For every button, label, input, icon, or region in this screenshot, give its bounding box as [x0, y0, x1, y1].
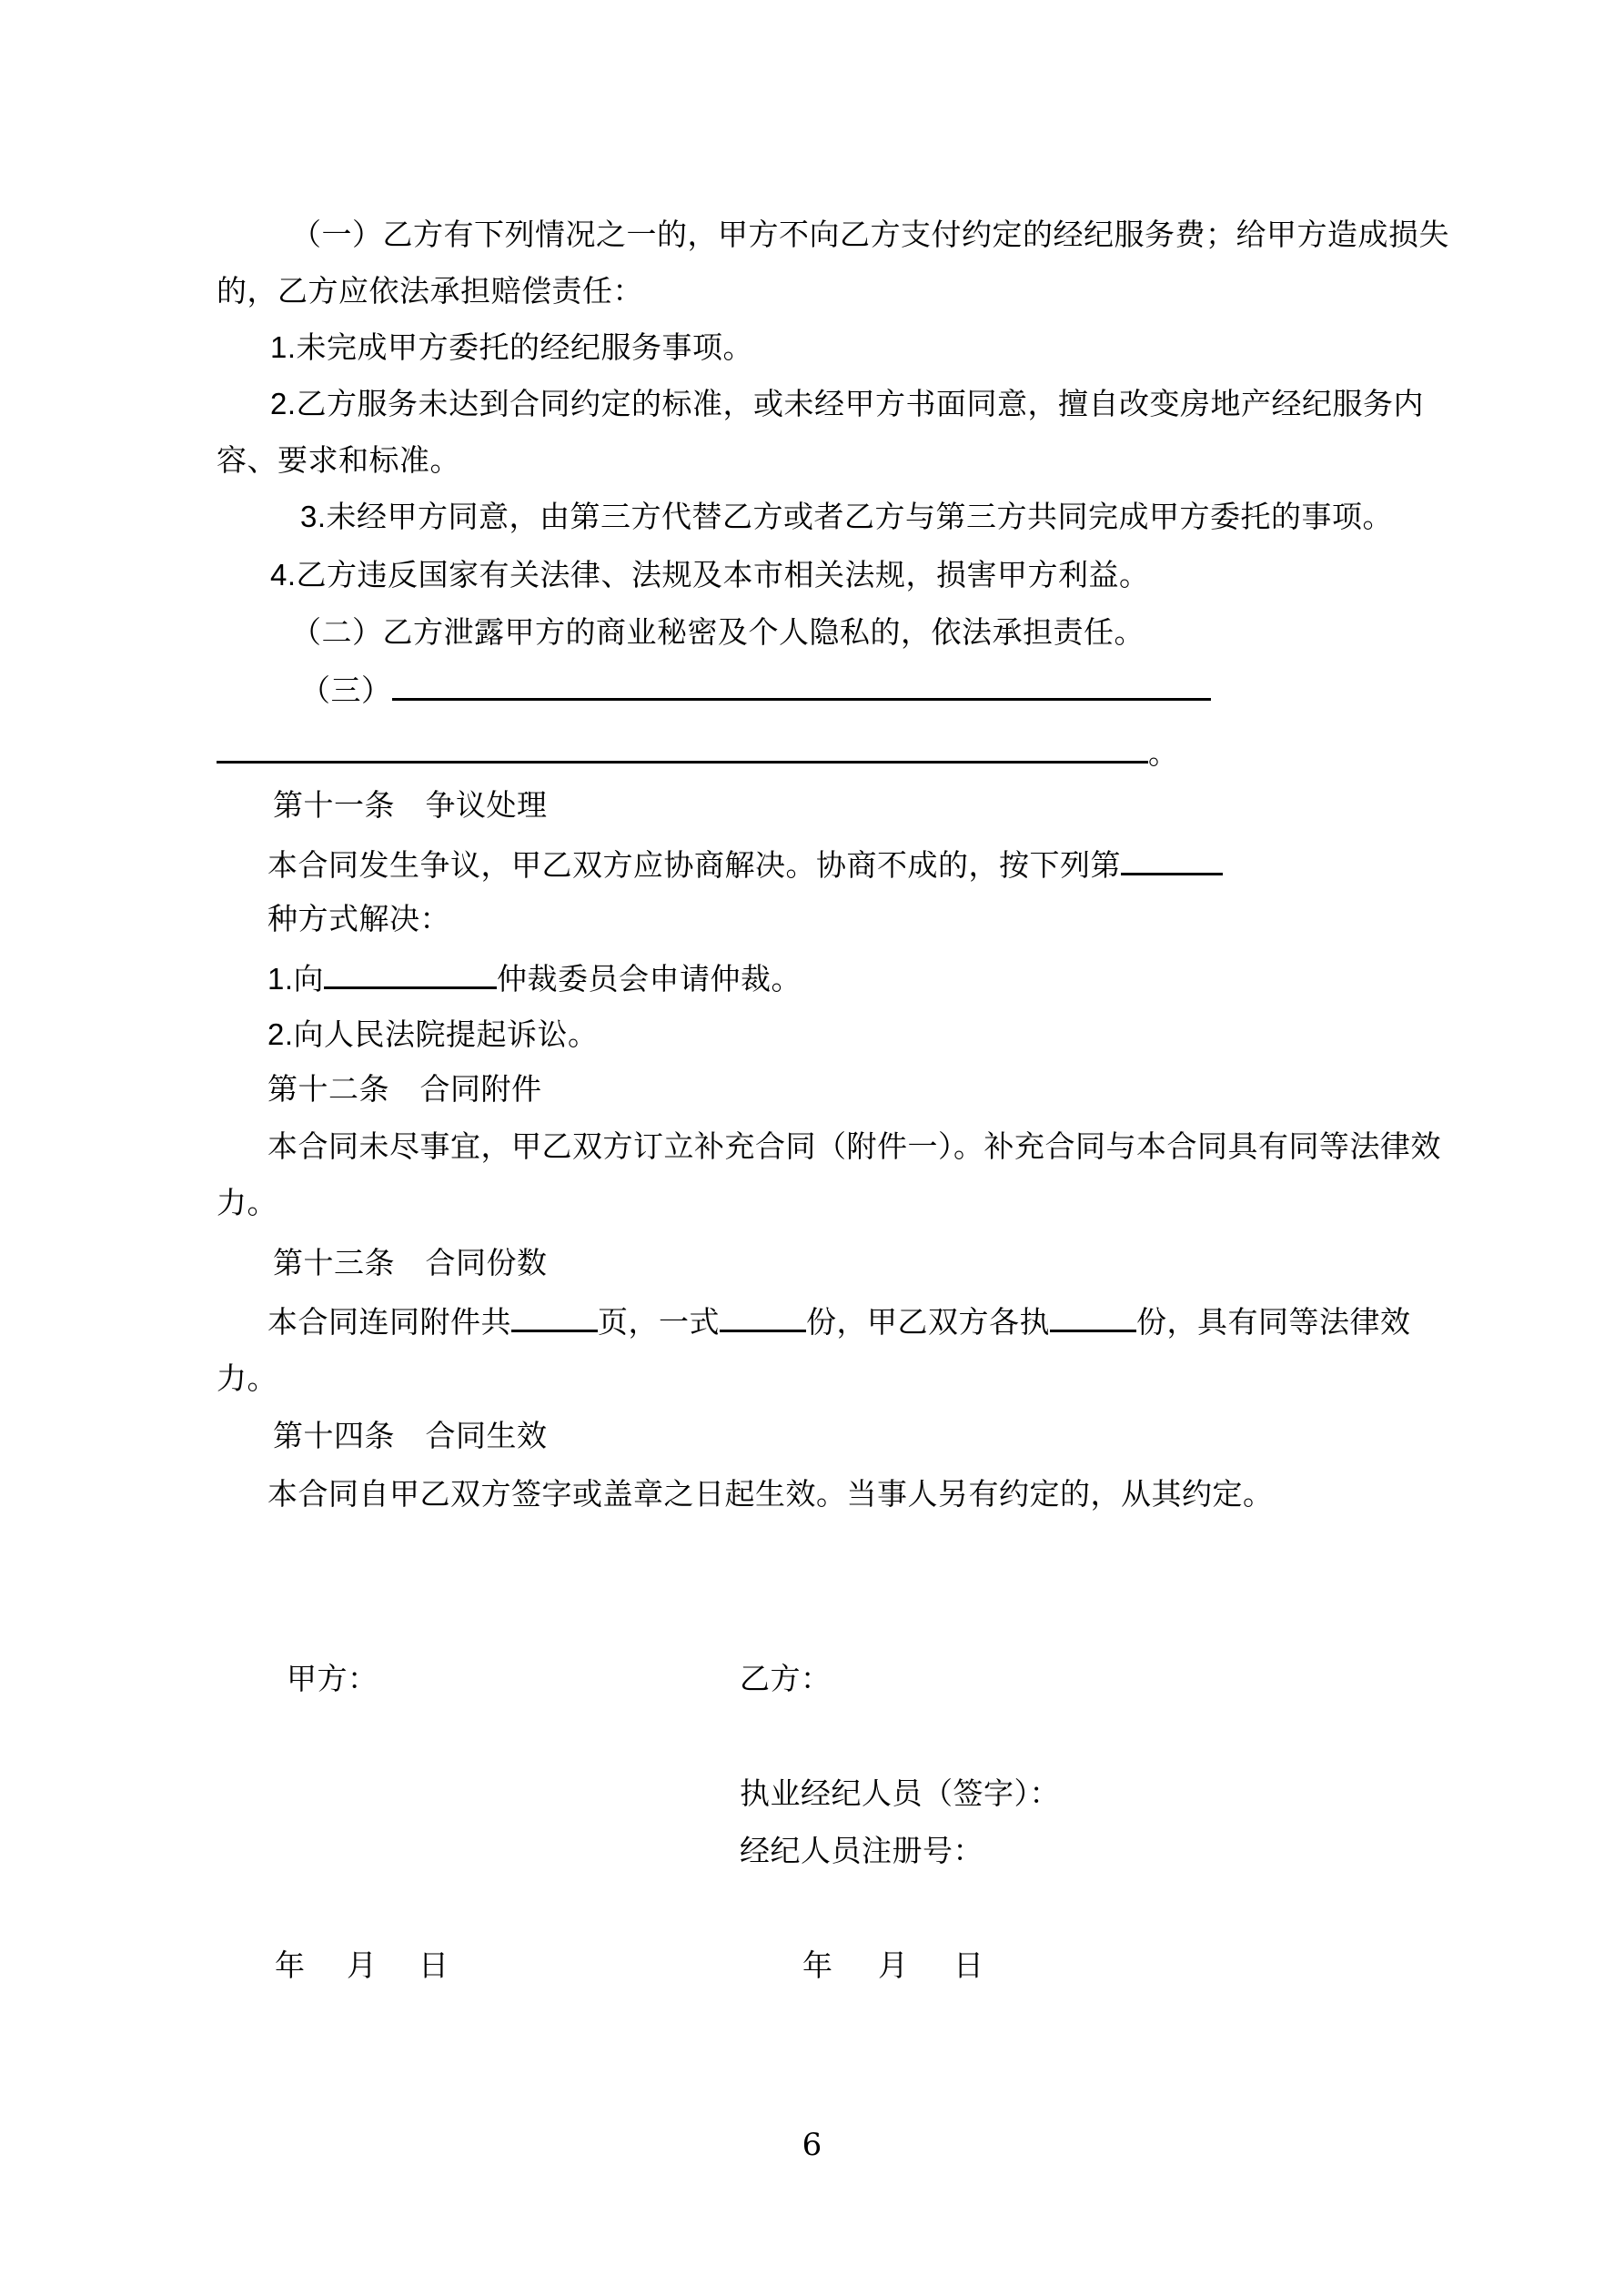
- period-text: 。: [1148, 736, 1179, 770]
- article-12-body-line1: [267, 1128, 1441, 1166]
- heading-text: 第十一条 争议处理: [273, 788, 548, 822]
- clause-text: 4.乙方违反国家有关法律、法规及本市相关法规，损害甲方利益。: [270, 558, 1150, 592]
- label-text: 经纪人员注册号：: [740, 1834, 983, 1867]
- clause-text: （二）乙方泄露甲方的商业秘密及个人隐私的，依法承担责任。: [291, 615, 1145, 649]
- heading-text: 第十四条 合同生效: [273, 1419, 548, 1452]
- body-text: 份，具有同等法律效: [1136, 1305, 1411, 1339]
- clause-text: （一）乙方有下列情况之一的，甲方不向乙方支付约定的经纪服务费；给甲方造成损失: [291, 217, 1449, 251]
- option-text: 2.向人民法院提起诉讼。: [267, 1017, 599, 1051]
- clause-text: 容、要求和标准。: [217, 443, 460, 477]
- clause-liability-item3: [300, 498, 1393, 536]
- fill-in-blank: [1121, 845, 1223, 875]
- article-12-heading: [267, 1070, 542, 1108]
- clause-three-continuation-line: [217, 733, 1179, 773]
- party-b-date-line: [802, 1947, 983, 1985]
- clause-text: 2.乙方服务未达到合同约定的标准，或未经甲方书面同意，擅自改变房地产经纪服务内: [270, 387, 1425, 420]
- year-label: 年: [802, 1948, 832, 1982]
- body-text: 力。: [217, 1186, 277, 1219]
- clause-liability-item2-line2: [217, 441, 460, 480]
- article-14-body: [267, 1475, 1274, 1513]
- day-label: 日: [419, 1948, 449, 1982]
- body-text: 本合同发生争议，甲乙双方应协商解决。协商不成的，按下列第: [267, 848, 1121, 882]
- fill-in-blank: [511, 1302, 598, 1332]
- article-11-option1: [267, 959, 802, 998]
- body-text: 种方式解决：: [267, 902, 450, 936]
- year-label: 年: [275, 1948, 305, 1982]
- clause-three-label: （三）: [300, 673, 392, 707]
- article-12-body-line2: [217, 1184, 277, 1222]
- article-11-body-line1: [267, 845, 1223, 885]
- clause-text: 1.未完成甲方委托的经纪服务事项。: [270, 330, 754, 364]
- month-label: 月: [878, 1948, 908, 1982]
- clause-liability-line1: [291, 216, 1449, 254]
- page-number: 6: [802, 2127, 822, 2163]
- heading-text: 第十三条 合同份数: [273, 1246, 548, 1279]
- clause-confidentiality: [291, 613, 1145, 652]
- broker-registration-label: [740, 1832, 983, 1870]
- broker-signature-label: [740, 1775, 1060, 1813]
- heading-text: 第十二条 合同附件: [267, 1072, 542, 1106]
- body-text: 页，一式: [598, 1305, 720, 1339]
- option-prefix: 1.向: [267, 962, 325, 996]
- clause-liability-item1: [270, 329, 753, 367]
- body-text: 本合同连同附件共: [267, 1305, 511, 1339]
- party-a-date-line: [275, 1947, 449, 1985]
- month-label: 月: [347, 1948, 377, 1982]
- party-b-signature-label: [740, 1660, 832, 1698]
- label-text: 执业经纪人员（签字）：: [740, 1776, 1060, 1810]
- option-suffix: 仲裁委员会申请仲裁。: [497, 962, 802, 996]
- clause-liability-item4: [270, 556, 1150, 594]
- body-text: 份，甲乙双方各执: [806, 1305, 1050, 1339]
- article-11-option2: [267, 1016, 599, 1054]
- party-a-signature-label: [287, 1660, 378, 1698]
- clause-three-line: [300, 671, 1211, 710]
- article-13-body-line1: [267, 1302, 1411, 1341]
- clause-text: 3.未经甲方同意，由第三方代替乙方或者乙方与第三方共同完成甲方委托的事项。: [300, 500, 1394, 533]
- article-13-heading: [273, 1244, 548, 1282]
- body-text: 本合同未尽事宜，甲乙双方订立补充合同（附件一）。补充合同与本合同具有同等法律效: [267, 1129, 1441, 1163]
- label-text: 乙方：: [740, 1662, 832, 1695]
- fill-in-blank: [217, 733, 1148, 764]
- clause-text: 的，乙方应依法承担赔偿责任：: [217, 274, 643, 308]
- article-13-body-line2: [217, 1360, 277, 1398]
- day-label: 日: [953, 1948, 983, 1982]
- fill-in-blank: [324, 959, 497, 989]
- body-text: 本合同自甲乙双方签字或盖章之日起生效。当事人另有约定的，从其约定。: [267, 1477, 1274, 1511]
- fill-in-blank: [1050, 1302, 1136, 1332]
- body-text: 力。: [217, 1361, 277, 1395]
- fill-in-blank: [392, 671, 1211, 701]
- clause-liability-item2-line1: [270, 385, 1424, 423]
- article-14-heading: [273, 1417, 548, 1455]
- label-text: 甲方：: [287, 1662, 378, 1695]
- fill-in-blank: [720, 1302, 806, 1332]
- clause-liability-line2: [217, 272, 643, 310]
- article-11-heading: [273, 786, 548, 824]
- article-11-body-line2: [267, 900, 450, 938]
